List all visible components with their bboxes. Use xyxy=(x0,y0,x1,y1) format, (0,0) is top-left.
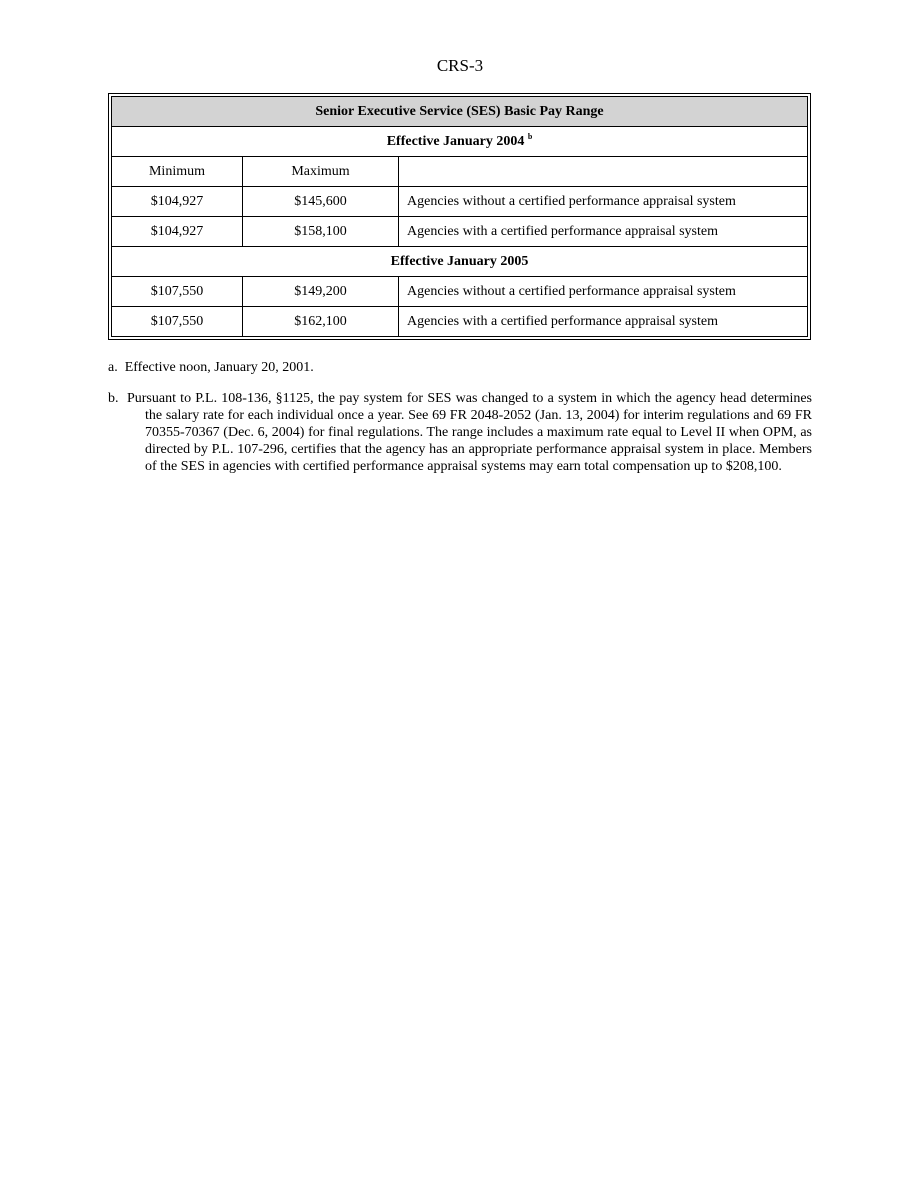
minimum-cell: $104,927 xyxy=(112,187,243,217)
minimum-cell: $104,927 xyxy=(112,217,243,247)
column-header-empty xyxy=(399,157,808,187)
footnote-text: Effective noon, January 20, 2001. xyxy=(124,360,314,375)
footnote-marker: b. xyxy=(108,391,119,406)
footnotes xyxy=(108,359,812,489)
table-row xyxy=(112,217,808,247)
section-header-row xyxy=(112,247,808,277)
table-title-row xyxy=(112,97,808,127)
section-header-2004 xyxy=(112,127,808,157)
maximum-cell: $149,200 xyxy=(243,277,399,307)
pay-range-table-frame xyxy=(108,93,811,340)
description-cell: Agencies with a certified performance appraisal system xyxy=(399,217,808,247)
minimum-cell: $107,550 xyxy=(112,307,243,337)
description-cell: Agencies without a certified performance appraisal system xyxy=(399,187,808,217)
footnote-text: Pursuant to P.L. 108-136, §1125, the pay system for SES was changed to a system in which the agency head determines the salary rate for each individual once a year. See 69 FR 2048-2052 (Jan. 13, 2004) for interim regulations and 69 FR 70355-70367 (Dec. 6, 2004) for final regulations. The range includes a maximum rate equal to Level II when OPM, as directed by P.L. 107-296, certifies that the agency has an appropriate performance appraisal system in place. Members of the SES in agencies with certified performance appraisal systems may earn total compensation up to $208,100. xyxy=(126,391,813,474)
column-header-row xyxy=(112,157,808,187)
footnote-b xyxy=(108,390,812,475)
table-row xyxy=(112,277,808,307)
maximum-cell: $162,100 xyxy=(243,307,399,337)
ses-pay-range-table xyxy=(111,96,808,337)
description-cell: Agencies with a certified performance appraisal system xyxy=(399,307,808,337)
column-header-minimum: Minimum xyxy=(112,157,243,187)
description-cell: Agencies without a certified performance appraisal system xyxy=(399,277,808,307)
column-header-maximum: Maximum xyxy=(243,157,399,187)
minimum-cell: $107,550 xyxy=(112,277,243,307)
section-header-row xyxy=(112,127,808,157)
table-row xyxy=(112,307,808,337)
table-title: Senior Executive Service (SES) Basic Pay Range xyxy=(112,97,808,127)
section-label: Effective January 2004 xyxy=(386,133,525,149)
footnote-marker: a. xyxy=(108,360,118,375)
footnote-a xyxy=(108,359,812,376)
maximum-cell: $158,100 xyxy=(243,217,399,247)
table-row xyxy=(112,187,808,217)
footnote-marker: b xyxy=(527,131,533,141)
section-header-2005: Effective January 2005 xyxy=(112,247,808,277)
page-header: CRS-3 xyxy=(436,56,484,75)
maximum-cell: $145,600 xyxy=(243,187,399,217)
